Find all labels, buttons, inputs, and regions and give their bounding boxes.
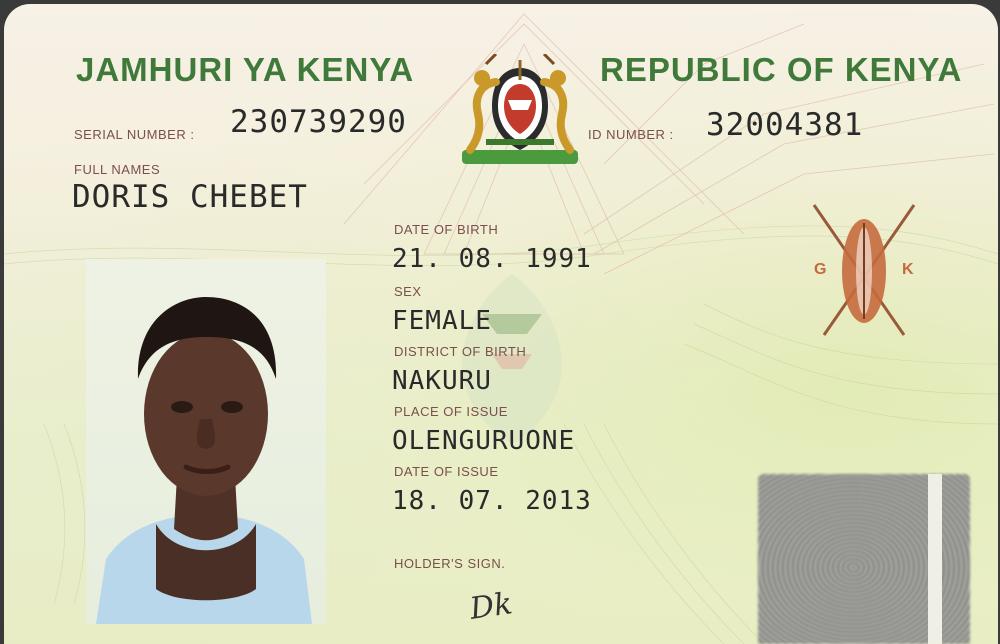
header-right-title: REPUBLIC OF KENYA bbox=[600, 51, 963, 88]
gk-emblem bbox=[804, 199, 924, 339]
date-of-issue-label: DATE OF ISSUE bbox=[394, 464, 499, 479]
coat-of-arms bbox=[456, 54, 584, 166]
id-number-label: ID NUMBER : bbox=[588, 127, 674, 142]
serial-number-label: SERIAL NUMBER : bbox=[74, 127, 195, 142]
header-left-title: JAMHURI YA KENYA bbox=[76, 51, 415, 88]
holder-photo bbox=[86, 259, 326, 624]
id-card bbox=[4, 4, 998, 644]
gk-letter-left: G bbox=[814, 261, 827, 278]
serial-number-value: 230739290 bbox=[230, 104, 407, 140]
holder-signature: Dk bbox=[467, 586, 515, 627]
sex-label: SEX bbox=[394, 284, 422, 299]
holder-sign-label: HOLDER'S SIGN. bbox=[394, 556, 506, 571]
date-of-birth-value: 21. 08. 1991 bbox=[392, 244, 592, 274]
district-of-birth-value: NAKURU bbox=[392, 366, 492, 396]
place-of-issue-label: PLACE OF ISSUE bbox=[394, 404, 508, 419]
full-names-label: FULL NAMES bbox=[74, 162, 161, 177]
district-of-birth-label: DISTRICT OF BIRTH bbox=[394, 344, 527, 359]
gk-letter-right: K bbox=[902, 261, 914, 278]
date-of-issue-value: 18. 07. 2013 bbox=[392, 486, 592, 516]
id-number-value: 32004381 bbox=[706, 107, 864, 143]
place-of-issue-value: OLENGURUONE bbox=[392, 426, 576, 456]
date-of-birth-label: DATE OF BIRTH bbox=[394, 222, 499, 237]
fingerprint-gap bbox=[928, 474, 942, 644]
sex-value: FEMALE bbox=[392, 306, 492, 336]
full-names-value: DORIS CHEBET bbox=[72, 179, 308, 215]
